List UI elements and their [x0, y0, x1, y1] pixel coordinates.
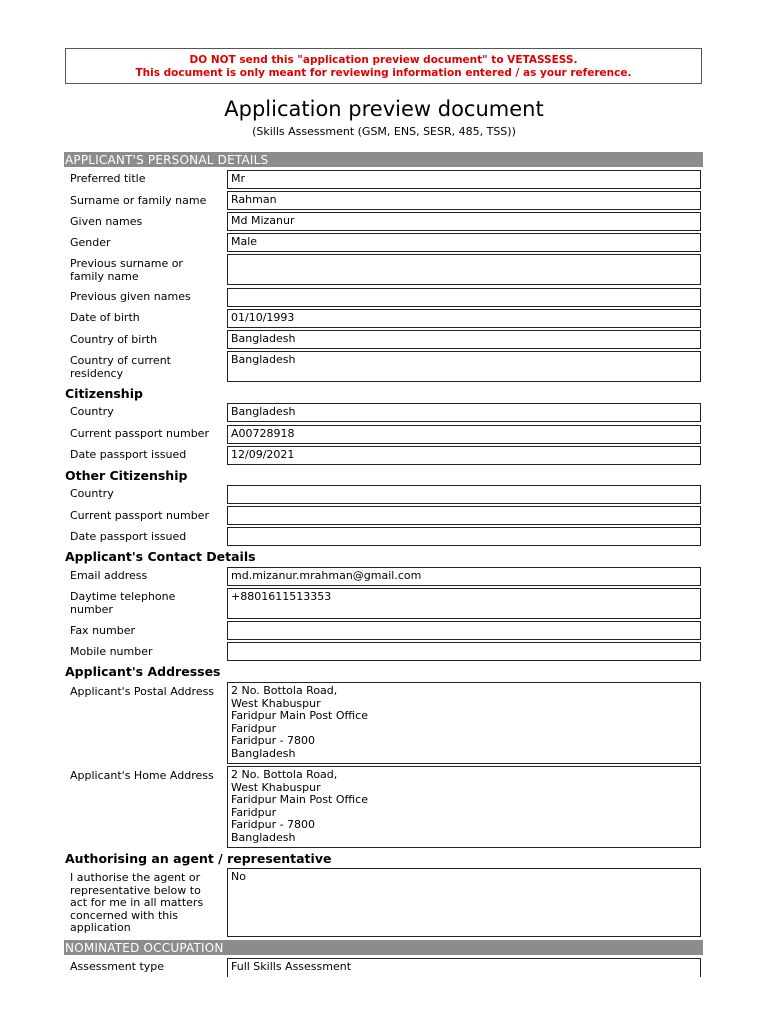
label-assessment-type: Assessment type — [70, 960, 165, 973]
field-home-address: 2 No. Bottola Road, West Khabuspur Faridpur Main Post Office Faridpur Faridpur - 7800 Bangladesh — [227, 766, 701, 848]
field-other-passport-number — [227, 506, 701, 525]
field-citizenship-country: Bangladesh — [227, 403, 701, 422]
heading-citizenship: Citizenship — [65, 386, 143, 401]
field-country-of-birth: Bangladesh — [227, 330, 701, 349]
label-preferred-title: Preferred title — [70, 172, 146, 185]
field-other-country — [227, 485, 701, 504]
page-subtitle: (Skills Assessment (GSM, ENS, SESR, 485, TSS)) — [252, 125, 516, 138]
label-other-country: Country — [70, 487, 114, 500]
label-previous-given-names: Previous given names — [70, 290, 191, 303]
field-assessment-type: Full Skills Assessment — [227, 958, 701, 977]
label-other-passport-number: Current passport number — [70, 509, 209, 522]
heading-other-citizenship: Other Citizenship — [65, 468, 188, 483]
warning-line-2: This document is only meant for reviewing information entered / as your reference. — [135, 67, 632, 79]
heading-contact-details: Applicant's Contact Details — [65, 549, 256, 564]
field-date-of-birth: 01/10/1993 — [227, 309, 701, 328]
warning-banner — [65, 48, 702, 84]
field-postal-address: 2 No. Bottola Road, West Khabuspur Faridpur Main Post Office Faridpur Faridpur - 7800 Bangladesh — [227, 682, 701, 764]
label-postal-address: Applicant's Postal Address — [70, 685, 215, 698]
section-nominated-occupation: NOMINATED OCCUPATION — [64, 940, 703, 955]
label-surname: Surname or family name — [70, 194, 207, 207]
heading-authorising-agent: Authorising an agent / representative — [65, 851, 332, 866]
label-given-names: Given names — [70, 215, 143, 228]
field-passport-issued: 12/09/2021 — [227, 446, 701, 465]
label-date-of-birth: Date of birth — [70, 311, 140, 324]
field-preferred-title: Mr — [227, 170, 701, 189]
field-given-names: Md Mizanur — [227, 212, 701, 231]
label-mobile: Mobile number — [70, 645, 153, 658]
field-previous-given-names — [227, 288, 701, 307]
field-email: md.mizanur.mrahman@gmail.com — [227, 567, 701, 586]
field-other-passport-issued — [227, 527, 701, 546]
field-gender: Male — [227, 233, 701, 252]
field-fax — [227, 621, 701, 640]
label-passport-issued: Date passport issued — [70, 448, 187, 461]
label-home-address: Applicant's Home Address — [70, 769, 214, 782]
warning-line-1: DO NOT send this "application preview document" to VETASSESS. — [189, 54, 578, 66]
label-gender: Gender — [70, 236, 111, 249]
field-previous-surname — [227, 254, 701, 285]
section-personal-details: APPLICANT'S PERSONAL DETAILS — [64, 152, 703, 167]
label-email: Email address — [70, 569, 148, 582]
label-authorise-agent: I authorise the agent or representative below to act for me in all matters concerned with this application — [70, 871, 204, 934]
label-other-passport-issued: Date passport issued — [70, 530, 187, 543]
field-daytime-phone: +8801611513353 — [227, 588, 701, 619]
field-mobile — [227, 642, 701, 661]
label-fax: Fax number — [70, 624, 135, 637]
label-country-of-residency: Country of current residency — [70, 354, 171, 380]
field-passport-number: A00728918 — [227, 425, 701, 444]
field-country-of-residency: Bangladesh — [227, 351, 701, 382]
field-authorise-agent: No — [227, 868, 701, 937]
field-surname: Rahman — [227, 191, 701, 210]
label-previous-surname: Previous surname or family name — [70, 257, 183, 283]
label-country-of-birth: Country of birth — [70, 333, 158, 346]
heading-addresses: Applicant's Addresses — [65, 664, 221, 679]
label-citizenship-country: Country — [70, 405, 114, 418]
label-daytime-phone: Daytime telephone number — [70, 590, 176, 616]
page-title: Application preview document — [224, 97, 544, 121]
label-passport-number: Current passport number — [70, 427, 209, 440]
